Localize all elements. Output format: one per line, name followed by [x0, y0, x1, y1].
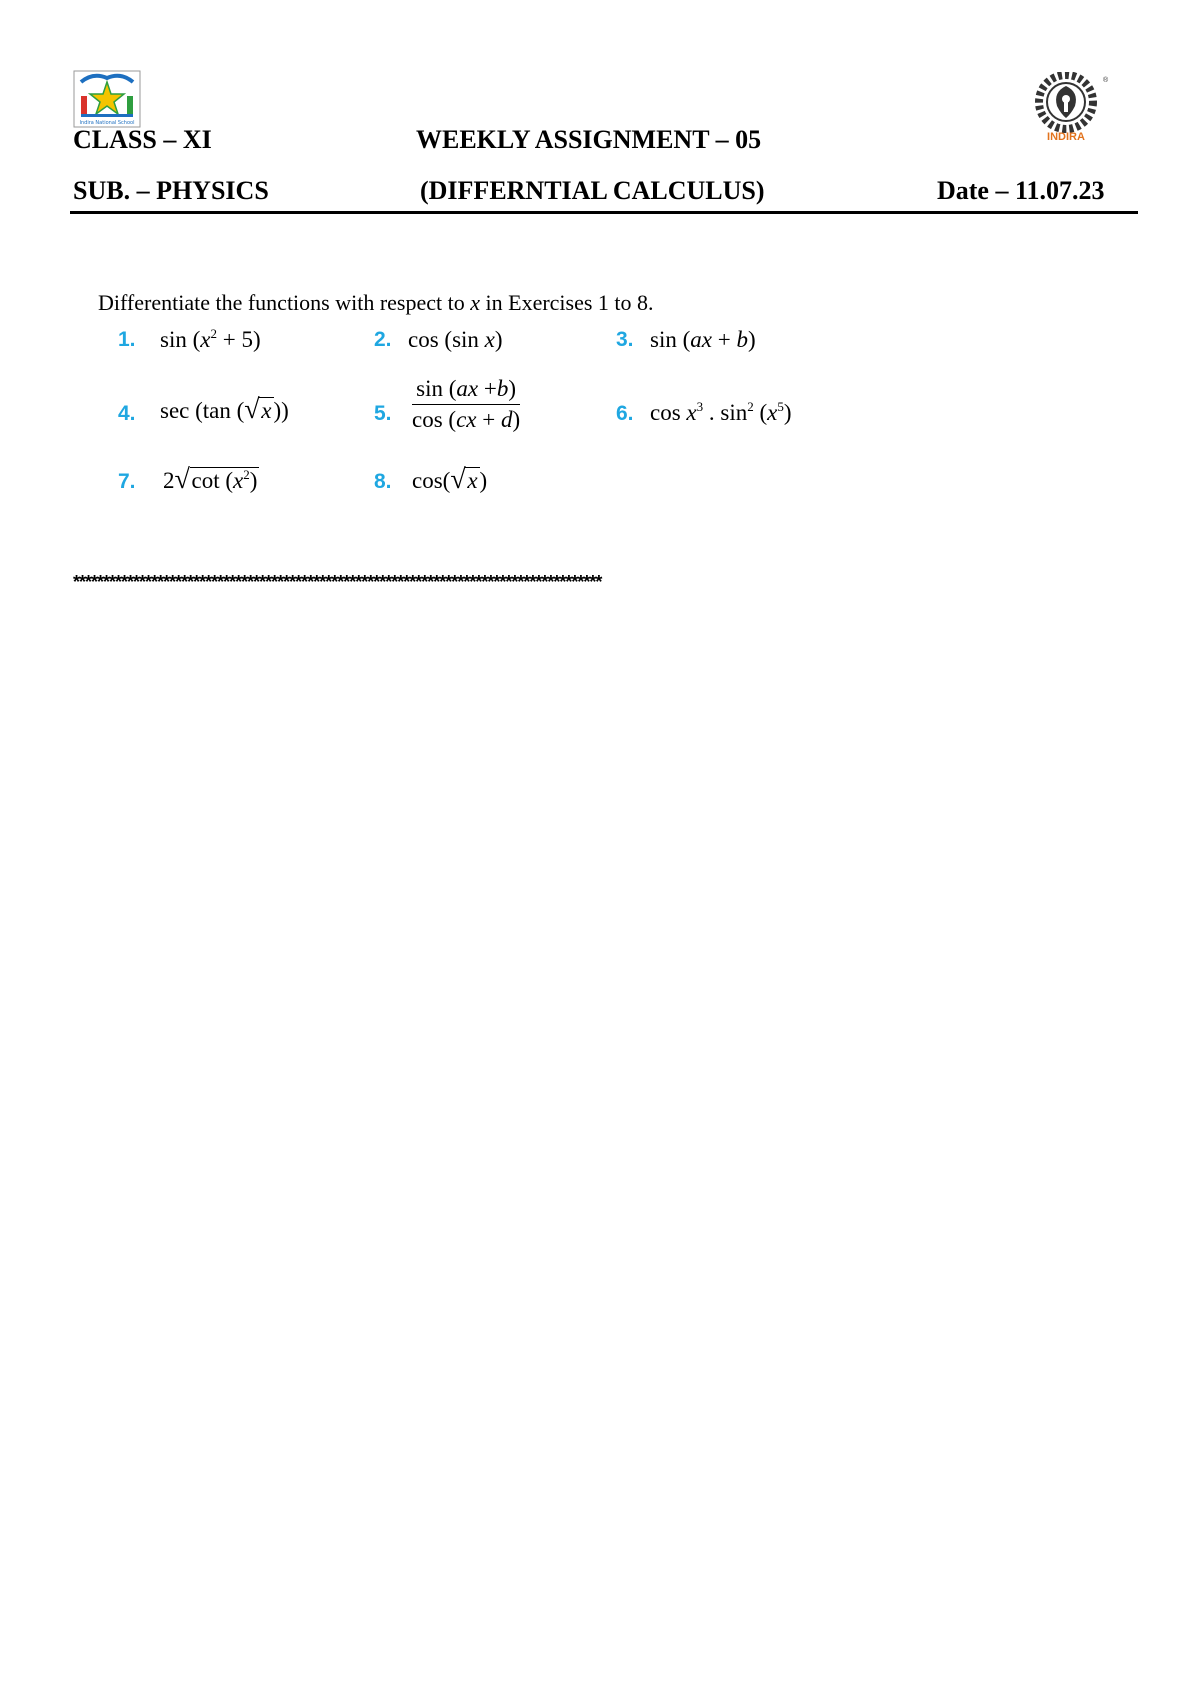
exercise-number-5: 5. [374, 402, 392, 425]
exercise-6-expression: $\cos x^3$ . $\sin^2 (x^5)$ [650, 399, 792, 425]
topic-label: (DIFFERNTIAL CALCULUS) [420, 176, 765, 205]
class-label: CLASS – XI [73, 125, 212, 154]
header-divider [70, 211, 1138, 214]
exercise-number-7: 7. [118, 470, 136, 493]
exercise-number-6: 6. [616, 402, 634, 425]
assignment-title: WEEKLY ASSIGNMENT – 05 [416, 125, 762, 154]
exercise-number-1: 1. [118, 328, 136, 351]
svg-text:®: ® [1103, 77, 1109, 84]
date-label: Date – 11.07.23 [937, 176, 1105, 205]
instruction-text: Differentiate the functions with respect to x in Exercises 1 to 8. [98, 290, 654, 315]
indira-logo-right [1017, 72, 1115, 148]
exercise-4-expression: sec (tan ( √ x)) [160, 394, 289, 425]
exercise-number-2: 2. [374, 328, 392, 351]
exercise-2-expression: cos (sin x) [408, 327, 503, 352]
right-logo-lettering: INDIRA [1047, 131, 1085, 143]
exercise-7-expression: 2 √ $\cot (x^2)$ [163, 464, 258, 495]
subject-label: SUB. – PHYSICS [73, 176, 269, 205]
exercise-5-expression: $\frac{\sin (ax +b)}{\cos (cx + d)}$ [412, 376, 521, 432]
left-logo-lettering: Indira National School [79, 120, 135, 126]
exercise-8-expression: cos( √ x) [412, 464, 488, 495]
footer-separator: **************************************************************************************** [73, 572, 602, 592]
school-logo-left [73, 70, 141, 128]
exercise-number-4: 4. [118, 402, 136, 425]
exercise-3-expression: sin (ax + b) [650, 327, 756, 352]
exercise-number-8: 8. [374, 470, 392, 493]
exercise-1-expression: $\sin (x^2 + 5)$ [160, 326, 261, 352]
exercise-number-3: 3. [616, 328, 634, 351]
